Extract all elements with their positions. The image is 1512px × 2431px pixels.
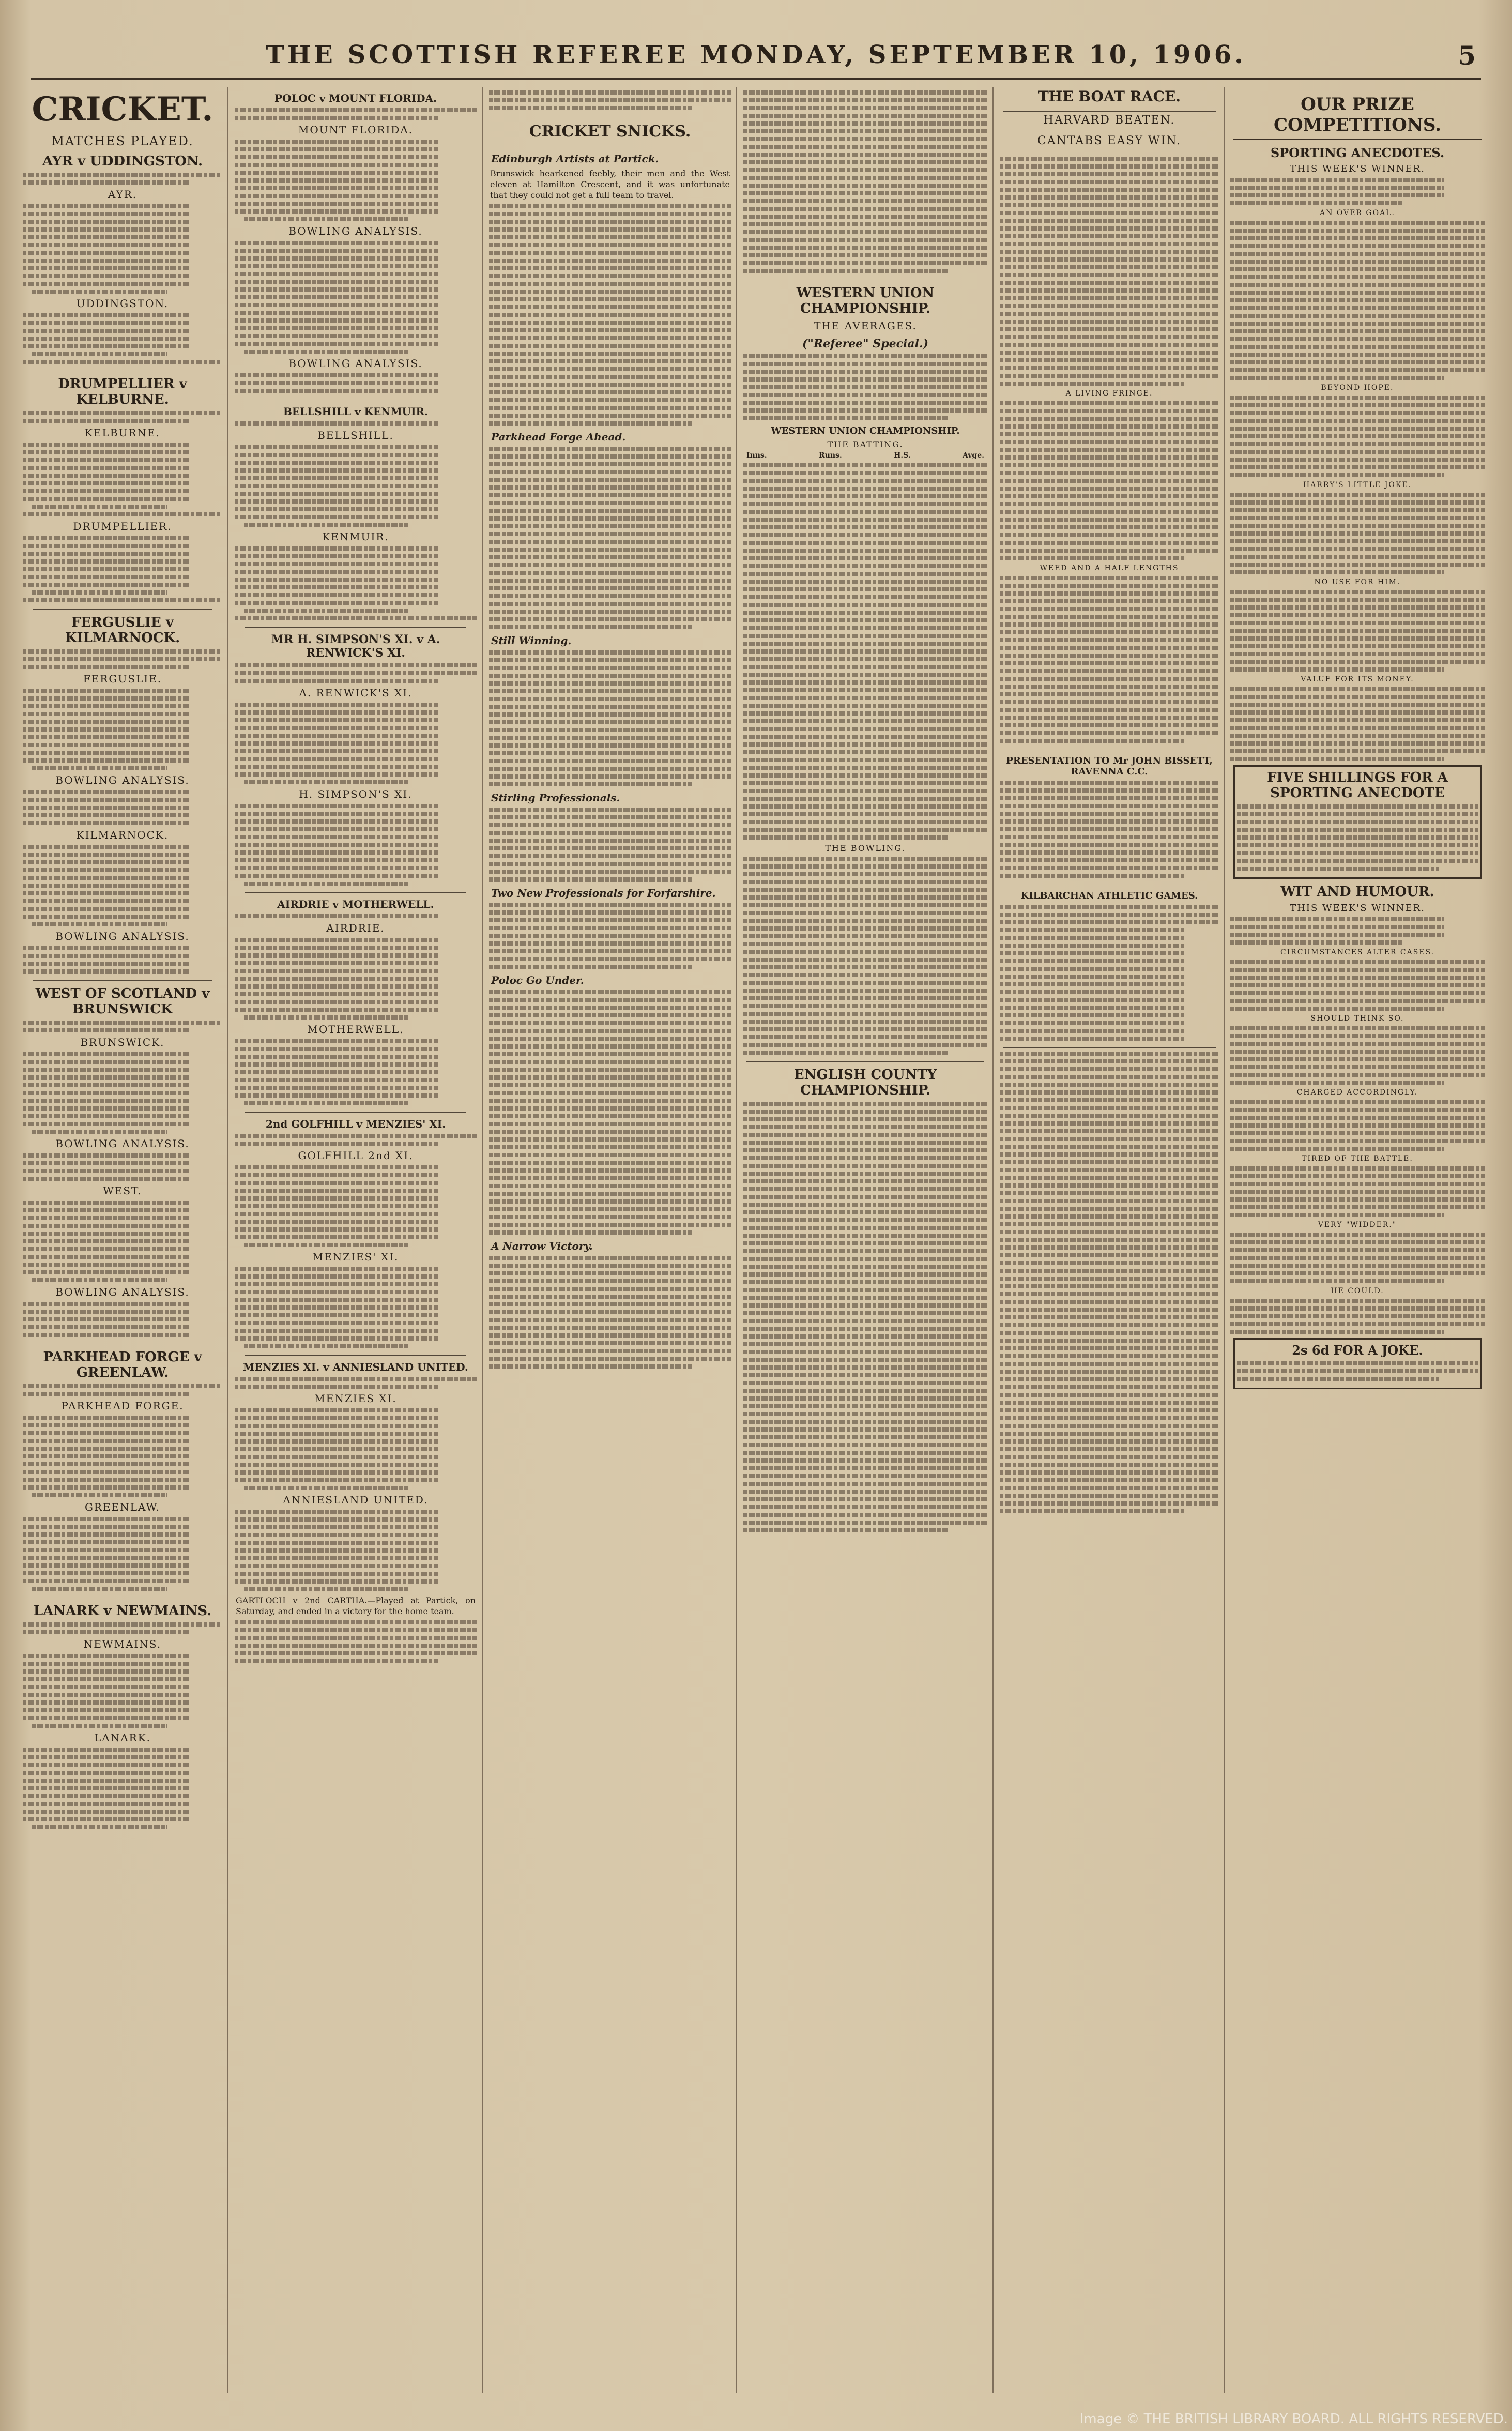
team-label: DRUMPELLIER. (73, 520, 172, 533)
team-label: LANARK. (94, 1731, 151, 1744)
column-rule (227, 87, 228, 2393)
scorecard (23, 845, 222, 926)
continued-text (489, 90, 731, 110)
team-label: ANNIESLAND UNITED. (283, 1494, 429, 1506)
bowling-analysis (23, 946, 222, 974)
col-inns: Inns. (746, 451, 767, 460)
match-heading: BELLSHILL v KENMUIR. (283, 405, 429, 418)
paragraph-text (1000, 157, 1219, 386)
box-text (1237, 1361, 1478, 1381)
scorecard (23, 536, 222, 602)
divider (245, 1352, 466, 1356)
team-label: AYR. (108, 188, 138, 201)
bowling-analysis (23, 790, 222, 825)
section-heading: ENGLISH COUNTY CHAMPIONSHIP. (793, 1067, 937, 1098)
item-heading: CIRCUMSTANCES ALTER CASES. (1280, 948, 1435, 956)
paragraph-text (235, 1620, 477, 1663)
paragraph-text (1230, 1299, 1485, 1334)
team-label: A. RENWICK'S XI. (299, 687, 413, 699)
column-rule (992, 87, 994, 2393)
team-label: AIRDRIE. (326, 922, 385, 934)
paragraph-text (1230, 960, 1485, 1011)
paragraph-text (1230, 221, 1485, 380)
scorecard (23, 689, 222, 770)
team-label: WEST. (103, 1184, 142, 1197)
column-prize-competitions (1228, 87, 1487, 2393)
item-heading: PRESENTATION TO Mr JOHN BISSETT, RAVENNA C.C. (1006, 755, 1213, 777)
masthead (31, 40, 1481, 80)
divider (746, 277, 984, 280)
col-hs: H.S. (894, 451, 911, 460)
winner-label: THIS WEEK'S WINNER. (1290, 903, 1425, 914)
match-heading: 2nd GOLFHILL v MENZIES' XI. (265, 1118, 446, 1130)
match-report-text (23, 1384, 222, 1396)
match-report-text (235, 914, 477, 918)
section-heading: CRICKET SNICKS. (529, 123, 691, 141)
match-report-text (23, 1622, 222, 1634)
paragraph-text (1000, 1052, 1219, 1513)
page-title: THE SCOTTISH REFEREE MONDAY, SEPTEMBER 10, 1906. (266, 40, 1246, 69)
continued-text (743, 90, 987, 273)
scorecard (23, 1052, 222, 1134)
item-heading: Edinburgh Artists at Partick. (491, 153, 659, 165)
paragraph-text (1000, 576, 1219, 743)
batting-table (743, 463, 987, 840)
scorecard (23, 313, 222, 364)
paragraph-text (489, 204, 731, 426)
scorecard (235, 1267, 477, 1348)
scorecard (235, 1165, 477, 1247)
box-text (1237, 804, 1478, 871)
item-heading: HARRY'S LITTLE JOKE. (1303, 481, 1412, 489)
section-heading: OUR PRIZE COMPETITIONS. (1273, 94, 1442, 135)
team-label: MOUNT FLORIDA. (298, 124, 414, 136)
paragraph-text (489, 903, 731, 969)
divider (1003, 129, 1216, 132)
scorecard (235, 1039, 477, 1105)
section-title: CRICKET. (32, 90, 213, 129)
match-report-text (23, 649, 222, 669)
scorecard (23, 1416, 222, 1497)
scorecard (235, 938, 477, 1020)
column-rule (1224, 87, 1225, 2393)
col-runs: Runs. (819, 451, 842, 460)
match-heading: POLOC v MOUNT FLORIDA. (274, 92, 437, 104)
match-heading: LANARK v NEWMAINS. (33, 1603, 212, 1619)
subhead: SPORTING ANECDOTES. (1270, 145, 1445, 160)
scorecard (235, 703, 477, 784)
section-heading: WESTERN UNION CHAMPIONSHIP. (796, 285, 935, 316)
item-heading: BEYOND HOPE. (1321, 384, 1394, 392)
divider (245, 397, 466, 400)
team-label: BOWLING ANALYSIS. (55, 1137, 190, 1150)
scorecard (23, 443, 222, 516)
team-label: H. SIMPSON'S XI. (299, 788, 413, 800)
team-label: BRUNSWICK. (80, 1036, 165, 1049)
paragraph-text (1230, 1166, 1485, 1217)
paragraph-text (489, 990, 731, 1235)
paragraph-text (1230, 1233, 1485, 1283)
match-heading: MENZIES XI. v ANNIESLAND UNITED. (243, 1361, 468, 1373)
scorecard (235, 140, 477, 221)
item-heading: WEED AND A HALF LENGTHS (1040, 564, 1179, 572)
item-heading: Two New Professionals for Forfarshire. (491, 887, 716, 899)
match-report-text (235, 108, 477, 120)
divider (33, 606, 212, 610)
bowling-analysis (23, 1153, 222, 1181)
divider (1003, 149, 1216, 153)
divider (492, 114, 728, 117)
scorecard (235, 546, 477, 620)
team-label: KENMUIR. (322, 530, 389, 543)
team-label: GREENLAW. (84, 1501, 161, 1513)
item-heading: AN OVER GOAL. (1320, 209, 1395, 217)
match-heading: DRUMPELLIER v KELBURNE. (58, 376, 187, 407)
column-cricket-scores (233, 87, 479, 2393)
table-title: WESTERN UNION CHAMPIONSHIP. (771, 426, 960, 436)
paragraph-text (1230, 917, 1485, 945)
col-avge: Avge. (963, 451, 984, 460)
team-label: MENZIES XI. (314, 1392, 397, 1405)
scorecard (23, 1654, 222, 1728)
match-report-text (235, 663, 477, 683)
scorecard (235, 1408, 477, 1490)
special-label: ("Referee" Special.) (802, 337, 929, 351)
divider (245, 889, 466, 893)
scorecard (23, 204, 222, 294)
divider (33, 1341, 212, 1344)
scorecard (23, 1748, 222, 1829)
subhead: WIT AND HUMOUR. (1280, 884, 1434, 900)
team-label: GOLFHILL 2nd XI. (298, 1149, 414, 1162)
paragraph-text (489, 808, 731, 882)
divider (492, 144, 728, 147)
divider (245, 1109, 466, 1113)
lead-paragraph: Brunswick hearkened feebly, their men and the West eleven at Hamilton Crescent, and it was unfortunate that they could not get a full team to travel. (490, 169, 730, 200)
item-heading: KILBARCHAN ATHLETIC GAMES. (1020, 890, 1198, 901)
item-heading: A Narrow Victory. (491, 1240, 593, 1252)
divider (1003, 108, 1216, 112)
item-heading: SHOULD THINK SO. (1310, 1014, 1404, 1023)
subhead: HARVARD BEATEN. (1043, 114, 1175, 127)
bowling-analysis (23, 1302, 222, 1337)
team-label: MOTHERWELL. (307, 1023, 404, 1036)
column-cricket-snicks (487, 87, 733, 2393)
team-label: MENZIES' XI. (312, 1251, 399, 1263)
match-heading: PARKHEAD FORGE v GREENLAW. (43, 1349, 202, 1380)
team-label: BOWLING ANALYSIS. (55, 930, 190, 943)
section-heading: THE BOAT RACE. (1037, 88, 1181, 105)
match-report-text (23, 173, 222, 185)
item-heading: VERY "WIDDER." (1318, 1221, 1397, 1229)
batting-label: THE BATTING. (827, 439, 904, 449)
paragraph-text (743, 1102, 987, 1532)
team-label: FERGUSLIE. (83, 673, 162, 685)
match-heading: AIRDRIE v MOTHERWELL. (277, 898, 434, 910)
team-label: UDDINGSTON. (76, 297, 169, 310)
column-rule (482, 87, 483, 2393)
divider (33, 368, 212, 371)
box-title: FIVE SHILLINGS FOR A SPORTING ANECDOTE (1267, 770, 1448, 801)
paragraph-text (489, 1256, 731, 1369)
competition-box (1233, 765, 1482, 879)
match-heading: MR H. SIMPSON'S XI. v A. RENWICK'S XI. (271, 633, 440, 660)
bowling-label: THE BOWLING. (825, 843, 906, 853)
item-heading: NO USE FOR HIM. (1314, 578, 1401, 586)
item-heading: Still Winning. (491, 634, 572, 647)
column-cricket (21, 87, 224, 2393)
copyright-watermark: Image © THE BRITISH LIBRARY BOARD. ALL RIGHTS RESERVED. (1079, 2411, 1508, 2427)
divider (1003, 747, 1216, 750)
item-heading: Parkhead Forge Ahead. (491, 431, 626, 443)
intro-text (743, 354, 987, 420)
divider (1003, 882, 1216, 885)
column-boat-race (998, 87, 1221, 2393)
table-header (746, 451, 984, 460)
match-heading: WEST OF SCOTLAND v BRUNSWICK (35, 986, 210, 1017)
match-report-text (23, 1021, 222, 1032)
match-report-text (235, 421, 477, 426)
item-heading: Poloc Go Under. (491, 974, 584, 986)
column-rule (736, 87, 737, 2393)
scorecard (23, 1517, 222, 1591)
item-heading: A LIVING FRINGE. (1065, 389, 1153, 398)
paragraph-text (1000, 401, 1219, 560)
competition-box (1233, 1338, 1482, 1389)
team-label: PARKHEAD FORGE. (61, 1400, 184, 1412)
team-label: KELBURNE. (85, 427, 160, 439)
team-label: BOWLING ANALYSIS. (288, 225, 423, 237)
match-report-text (23, 411, 222, 423)
winner-label: THIS WEEK'S WINNER. (1290, 163, 1425, 174)
box-title: 2s 6d FOR A JOKE. (1292, 1343, 1423, 1358)
scorecard (235, 445, 477, 527)
divider (1003, 1044, 1216, 1048)
scorecard (235, 804, 477, 886)
paragraph-text (1230, 1100, 1485, 1151)
scorecard (235, 1510, 477, 1591)
paragraph-text (489, 447, 731, 629)
team-label: BOWLING ANALYSIS. (55, 1286, 190, 1298)
paragraph-text (1230, 687, 1485, 761)
closing-paragraph: GARTLOCH v 2nd CARTHA.—Played at Partick, on Saturday, and ended in a victory for the home team. (236, 1596, 476, 1616)
paragraph-text (1230, 590, 1485, 672)
divider (746, 1058, 984, 1062)
team-label: BOWLING ANALYSIS. (288, 357, 423, 370)
divider (245, 624, 466, 628)
team-label: BELLSHILL. (317, 429, 394, 442)
match-heading: FERGUSLIE v KILMARNOCK. (65, 615, 180, 646)
divider (33, 977, 212, 981)
scorecard (23, 1201, 222, 1282)
team-label: NEWMAINS. (83, 1638, 162, 1650)
paragraph-text (1230, 1026, 1485, 1085)
item-heading: HE COULD. (1331, 1287, 1384, 1295)
column-western-union (741, 87, 989, 2393)
match-report-text (235, 1134, 477, 1146)
item-heading: CHARGED ACCORDINGLY. (1296, 1088, 1418, 1097)
item-heading: TIRED OF THE BATTLE. (1302, 1154, 1413, 1163)
page-number: 5 (1458, 40, 1476, 71)
paragraph-text (1230, 493, 1485, 574)
paragraph-text (489, 650, 731, 786)
subhead: CANTABS EASY WIN. (1037, 134, 1182, 147)
subhead: THE AVERAGES. (814, 320, 917, 332)
team-label: KILMARNOCK. (76, 829, 169, 841)
bowling-analysis (235, 373, 477, 393)
competition-header (1233, 91, 1482, 140)
paragraph-text (1230, 396, 1485, 477)
item-heading: VALUE FOR ITS MONEY. (1301, 675, 1414, 683)
divider (33, 1594, 212, 1598)
scorecard (235, 272, 477, 354)
match-report-text (235, 1377, 477, 1389)
team-label: BOWLING ANALYSIS. (55, 774, 190, 786)
paragraph-text (1000, 781, 1219, 878)
results-list (1000, 905, 1219, 1041)
paragraph-text (1230, 178, 1485, 205)
item-heading: Stirling Professionals. (491, 792, 620, 804)
bowling-table (743, 857, 987, 1055)
subhead: MATCHES PLAYED. (51, 134, 194, 148)
bowling-analysis (235, 241, 477, 268)
match-heading: AYR v UDDINGSTON. (42, 154, 203, 169)
